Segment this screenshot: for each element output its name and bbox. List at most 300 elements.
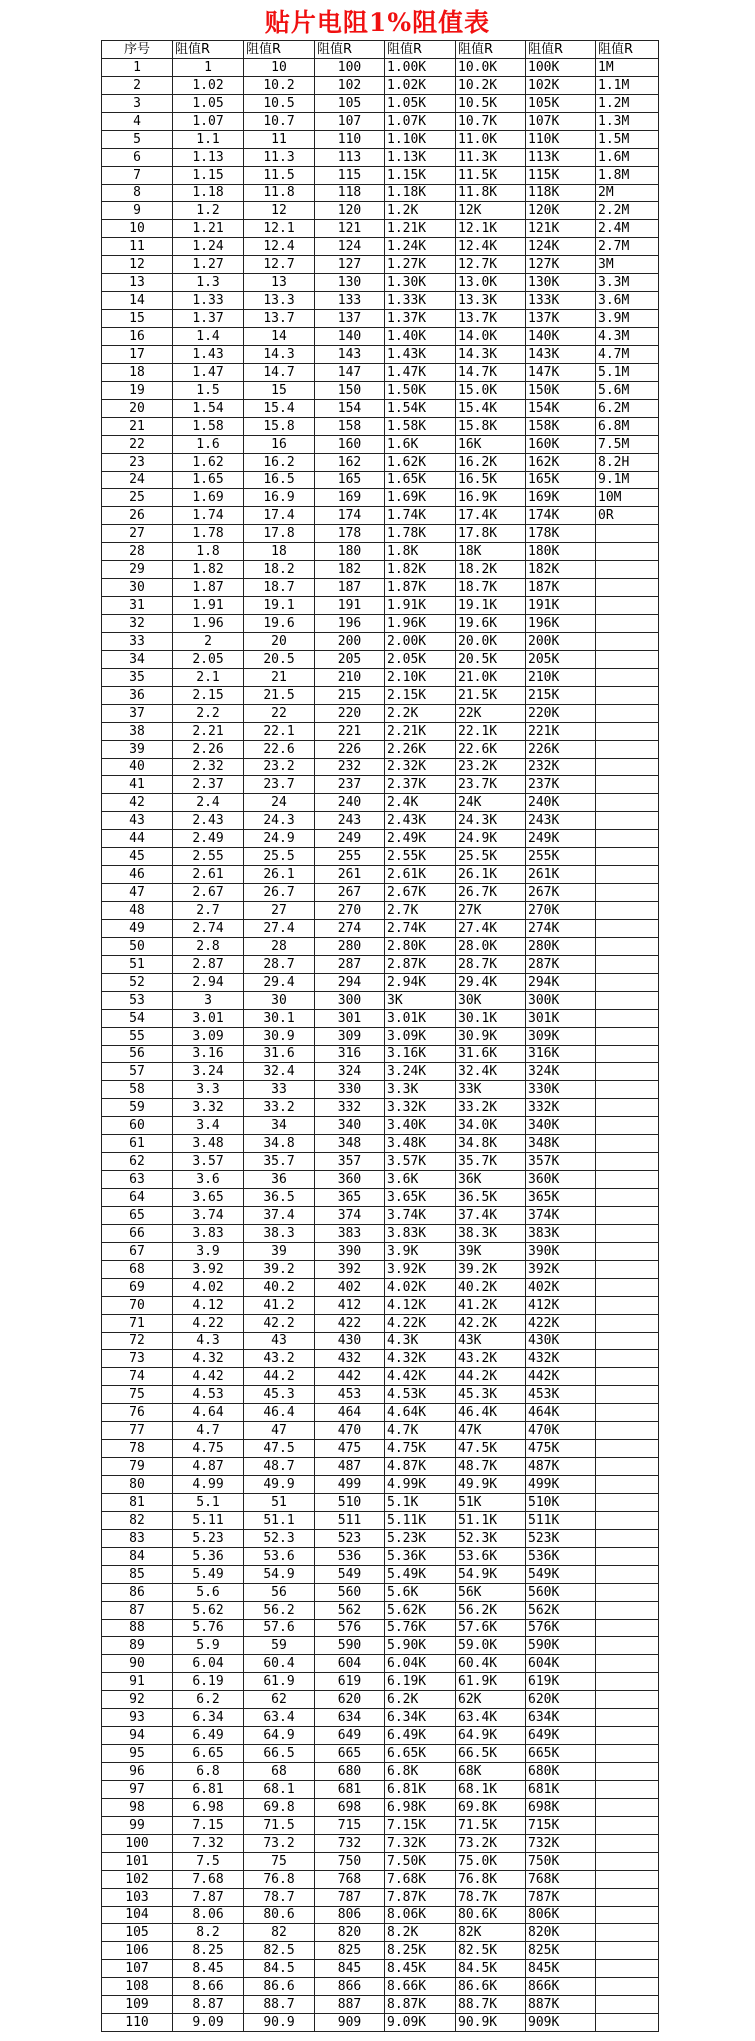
value-10kohm-cell: 16K (456, 435, 526, 453)
value-10ohm-cell: 18 (244, 543, 315, 561)
value-mohm-cell: 1.2M (596, 94, 659, 112)
value-10ohm-cell: 37.4 (244, 1206, 315, 1224)
value-ohm-cell: 7.87 (173, 1888, 244, 1906)
value-ohm-cell: 6.65 (173, 1745, 244, 1763)
value-mohm-cell (596, 1296, 659, 1314)
table-row (102, 1637, 659, 1655)
value-mohm-cell (596, 1978, 659, 1996)
value-mohm-cell (596, 1224, 659, 1242)
value-10ohm-cell: 40.2 (244, 1278, 315, 1296)
table-row (102, 668, 659, 686)
value-100ohm-cell: 220 (315, 704, 385, 722)
value-100kohm-cell: 187K (526, 579, 596, 597)
value-100kohm-cell: 820K (526, 1924, 596, 1942)
value-100ohm-cell: 147 (315, 363, 385, 381)
value-kohm-cell: 2.43K (385, 812, 456, 830)
value-100kohm-cell: 340K (526, 1117, 596, 1135)
value-kohm-cell: 1.40K (385, 328, 456, 346)
value-10kohm-cell: 16.2K (456, 453, 526, 471)
value-mohm-cell (596, 1045, 659, 1063)
table-row (102, 1422, 659, 1440)
value-100kohm-cell: 845K (526, 1960, 596, 1978)
table-row (102, 471, 659, 489)
value-100kohm-cell: 221K (526, 722, 596, 740)
value-mohm-cell: 3.6M (596, 292, 659, 310)
row-index-cell: 80 (102, 1476, 173, 1494)
table-row (102, 1691, 659, 1709)
row-index-cell: 61 (102, 1135, 173, 1153)
value-ohm-cell: 5.62 (173, 1601, 244, 1619)
table-row (102, 1673, 659, 1691)
value-10kohm-cell: 26.1K (456, 866, 526, 884)
value-10kohm-cell: 43K (456, 1332, 526, 1350)
value-mohm-cell (596, 1493, 659, 1511)
value-10ohm-cell: 36 (244, 1171, 315, 1189)
value-10kohm-cell: 44.2K (456, 1368, 526, 1386)
table-body (102, 58, 659, 2031)
value-10kohm-cell: 51.1K (456, 1511, 526, 1529)
value-kohm-cell: 1.02K (385, 76, 456, 94)
table-row (102, 328, 659, 346)
value-100ohm-cell: 120 (315, 202, 385, 220)
value-100kohm-cell: 300K (526, 991, 596, 1009)
value-ohm-cell: 5.9 (173, 1637, 244, 1655)
value-kohm-cell: 1.2K (385, 202, 456, 220)
value-10ohm-cell: 23.7 (244, 776, 315, 794)
value-100kohm-cell: 590K (526, 1637, 596, 1655)
table-row (102, 722, 659, 740)
value-10kohm-cell: 12.7K (456, 256, 526, 274)
value-10ohm-cell: 11.5 (244, 166, 315, 184)
value-10ohm-cell: 16.9 (244, 489, 315, 507)
table-row (102, 256, 659, 274)
value-100ohm-cell: 825 (315, 1942, 385, 1960)
value-10kohm-cell: 39K (456, 1242, 526, 1260)
value-kohm-cell: 1.30K (385, 274, 456, 292)
value-10kohm-cell: 73.2K (456, 1834, 526, 1852)
value-mohm-cell (596, 1942, 659, 1960)
value-100kohm-cell: 309K (526, 1027, 596, 1045)
row-index-cell: 102 (102, 1870, 173, 1888)
value-10kohm-cell: 39.2K (456, 1260, 526, 1278)
value-100kohm-cell: 127K (526, 256, 596, 274)
value-100ohm-cell: 330 (315, 1081, 385, 1099)
value-kohm-cell: 3.40K (385, 1117, 456, 1135)
value-ohm-cell: 4.7 (173, 1422, 244, 1440)
value-100ohm-cell: 576 (315, 1619, 385, 1637)
table-row (102, 1278, 659, 1296)
value-10kohm-cell: 21.0K (456, 668, 526, 686)
value-mohm-cell: 3M (596, 256, 659, 274)
value-100kohm-cell: 560K (526, 1583, 596, 1601)
value-100kohm-cell: 487K (526, 1458, 596, 1476)
value-mohm-cell (596, 1655, 659, 1673)
value-100ohm-cell: 523 (315, 1529, 385, 1547)
value-10ohm-cell: 30 (244, 991, 315, 1009)
value-100kohm-cell: 120K (526, 202, 596, 220)
value-ohm-cell: 2.26 (173, 740, 244, 758)
value-100kohm-cell: 562K (526, 1601, 596, 1619)
value-kohm-cell: 1.00K (385, 58, 456, 76)
value-100kohm-cell: 698K (526, 1798, 596, 1816)
value-ohm-cell: 3.92 (173, 1260, 244, 1278)
value-10kohm-cell: 28.7K (456, 955, 526, 973)
value-10ohm-cell: 47.5 (244, 1440, 315, 1458)
table-row (102, 812, 659, 830)
value-kohm-cell: 1.54K (385, 399, 456, 417)
value-kohm-cell: 4.42K (385, 1368, 456, 1386)
value-ohm-cell: 6.8 (173, 1763, 244, 1781)
row-index-cell: 60 (102, 1117, 173, 1135)
value-100kohm-cell: 121K (526, 220, 596, 238)
table-row (102, 1834, 659, 1852)
value-100ohm-cell: 340 (315, 1117, 385, 1135)
value-ohm-cell: 4.53 (173, 1386, 244, 1404)
value-kohm-cell: 6.19K (385, 1673, 456, 1691)
value-ohm-cell: 1.74 (173, 507, 244, 525)
value-kohm-cell: 2.87K (385, 955, 456, 973)
value-mohm-cell (596, 561, 659, 579)
value-kohm-cell: 1.24K (385, 238, 456, 256)
value-mohm-cell (596, 579, 659, 597)
value-10kohm-cell: 11.0K (456, 130, 526, 148)
table-row (102, 1099, 659, 1117)
value-mohm-cell (596, 1368, 659, 1386)
value-100ohm-cell: 360 (315, 1171, 385, 1189)
value-10ohm-cell: 27.4 (244, 919, 315, 937)
value-kohm-cell: 5.62K (385, 1601, 456, 1619)
table-row (102, 345, 659, 363)
value-100ohm-cell: 196 (315, 615, 385, 633)
value-ohm-cell: 3.57 (173, 1153, 244, 1171)
value-ohm-cell: 2.61 (173, 866, 244, 884)
value-100ohm-cell: 453 (315, 1386, 385, 1404)
value-100ohm-cell: 237 (315, 776, 385, 794)
value-ohm-cell: 1.91 (173, 597, 244, 615)
value-100ohm-cell: 187 (315, 579, 385, 597)
value-kohm-cell: 3.01K (385, 1009, 456, 1027)
value-kohm-cell: 2.49K (385, 830, 456, 848)
row-index-cell: 10 (102, 220, 173, 238)
value-100ohm-cell: 681 (315, 1780, 385, 1798)
value-ohm-cell: 1.07 (173, 112, 244, 130)
value-10ohm-cell: 11.8 (244, 184, 315, 202)
value-10kohm-cell: 42.2K (456, 1314, 526, 1332)
value-mohm-cell: 8.2H (596, 453, 659, 471)
value-100kohm-cell: 240K (526, 794, 596, 812)
value-ohm-cell: 1.3 (173, 274, 244, 292)
value-100ohm-cell: 549 (315, 1565, 385, 1583)
value-ohm-cell: 1.13 (173, 148, 244, 166)
value-100kohm-cell: 332K (526, 1099, 596, 1117)
value-100ohm-cell: 604 (315, 1655, 385, 1673)
row-index-cell: 48 (102, 902, 173, 920)
row-index-cell: 20 (102, 399, 173, 417)
value-100ohm-cell: 191 (315, 597, 385, 615)
table-row (102, 1888, 659, 1906)
value-kohm-cell: 8.25K (385, 1942, 456, 1960)
value-10ohm-cell: 38.3 (244, 1224, 315, 1242)
table-row (102, 543, 659, 561)
value-100kohm-cell: 383K (526, 1224, 596, 1242)
value-ohm-cell: 1.43 (173, 345, 244, 363)
row-index-cell: 33 (102, 632, 173, 650)
value-100kohm-cell: 750K (526, 1852, 596, 1870)
value-10ohm-cell: 82 (244, 1924, 315, 1942)
value-100ohm-cell: 110 (315, 130, 385, 148)
table-row (102, 597, 659, 615)
page-title: 贴片电阻1%阻值表 (264, 8, 491, 37)
value-100ohm-cell: 909 (315, 2014, 385, 2032)
value-10kohm-cell: 24.3K (456, 812, 526, 830)
value-ohm-cell: 6.04 (173, 1655, 244, 1673)
value-10kohm-cell: 15.8K (456, 417, 526, 435)
value-kohm-cell: 6.34K (385, 1709, 456, 1727)
value-100ohm-cell: 178 (315, 525, 385, 543)
value-ohm-cell: 2.94 (173, 973, 244, 991)
value-mohm-cell (596, 991, 659, 1009)
value-mohm-cell (596, 543, 659, 561)
row-index-cell: 54 (102, 1009, 173, 1027)
value-mohm-cell (596, 776, 659, 794)
value-kohm-cell: 2.7K (385, 902, 456, 920)
value-10ohm-cell: 76.8 (244, 1870, 315, 1888)
value-10ohm-cell: 49.9 (244, 1476, 315, 1494)
table-row (102, 1045, 659, 1063)
value-kohm-cell: 1.87K (385, 579, 456, 597)
value-100kohm-cell: 330K (526, 1081, 596, 1099)
table-row (102, 1511, 659, 1529)
value-mohm-cell (596, 2014, 659, 2032)
value-10ohm-cell: 66.5 (244, 1745, 315, 1763)
value-10kohm-cell: 17.4K (456, 507, 526, 525)
value-ohm-cell: 5.1 (173, 1493, 244, 1511)
table-row (102, 363, 659, 381)
value-10ohm-cell: 54.9 (244, 1565, 315, 1583)
value-mohm-cell (596, 1278, 659, 1296)
row-index-cell: 16 (102, 328, 173, 346)
value-ohm-cell: 1.2 (173, 202, 244, 220)
value-kohm-cell: 3K (385, 991, 456, 1009)
header-col-ohm: 阻值R (173, 41, 244, 59)
value-100ohm-cell: 158 (315, 417, 385, 435)
value-mohm-cell: 3.9M (596, 310, 659, 328)
value-ohm-cell: 1.6 (173, 435, 244, 453)
row-index-cell: 63 (102, 1171, 173, 1189)
value-ohm-cell: 1.18 (173, 184, 244, 202)
row-index-cell: 34 (102, 650, 173, 668)
value-10kohm-cell: 38.3K (456, 1224, 526, 1242)
value-10kohm-cell: 33.2K (456, 1099, 526, 1117)
value-mohm-cell (596, 1529, 659, 1547)
table-row (102, 1081, 659, 1099)
value-100kohm-cell: 200K (526, 632, 596, 650)
row-index-cell: 66 (102, 1224, 173, 1242)
value-mohm-cell (596, 1099, 659, 1117)
value-ohm-cell: 9.09 (173, 2014, 244, 2032)
value-10ohm-cell: 18.2 (244, 561, 315, 579)
value-10kohm-cell: 13.0K (456, 274, 526, 292)
value-100ohm-cell: 806 (315, 1906, 385, 1924)
table-row (102, 453, 659, 471)
value-100ohm-cell: 392 (315, 1260, 385, 1278)
value-10ohm-cell: 22.6 (244, 740, 315, 758)
value-100ohm-cell: 150 (315, 381, 385, 399)
value-ohm-cell: 6.98 (173, 1798, 244, 1816)
value-100kohm-cell: 154K (526, 399, 596, 417)
value-10ohm-cell: 48.7 (244, 1458, 315, 1476)
value-ohm-cell: 1.69 (173, 489, 244, 507)
value-ohm-cell: 8.25 (173, 1942, 244, 1960)
value-100ohm-cell: 787 (315, 1888, 385, 1906)
value-10kohm-cell: 22.6K (456, 740, 526, 758)
value-ohm-cell: 1.47 (173, 363, 244, 381)
value-100kohm-cell: 287K (526, 955, 596, 973)
value-mohm-cell: 2.7M (596, 238, 659, 256)
value-mohm-cell: 1.1M (596, 76, 659, 94)
value-kohm-cell: 4.75K (385, 1440, 456, 1458)
value-100ohm-cell: 649 (315, 1727, 385, 1745)
value-ohm-cell: 1.62 (173, 453, 244, 471)
value-100ohm-cell: 115 (315, 166, 385, 184)
table-row (102, 1978, 659, 1996)
value-100ohm-cell: 412 (315, 1296, 385, 1314)
value-ohm-cell: 2.49 (173, 830, 244, 848)
value-10kohm-cell: 60.4K (456, 1655, 526, 1673)
value-10kohm-cell: 12.4K (456, 238, 526, 256)
value-mohm-cell (596, 1009, 659, 1027)
value-10ohm-cell: 82.5 (244, 1942, 315, 1960)
value-100ohm-cell: 261 (315, 866, 385, 884)
value-ohm-cell: 1.5 (173, 381, 244, 399)
value-100kohm-cell: 510K (526, 1493, 596, 1511)
value-100ohm-cell: 820 (315, 1924, 385, 1942)
row-index-cell: 98 (102, 1798, 173, 1816)
value-mohm-cell: 1.6M (596, 148, 659, 166)
value-10ohm-cell: 15.4 (244, 399, 315, 417)
value-100ohm-cell: 470 (315, 1422, 385, 1440)
value-100kohm-cell: 261K (526, 866, 596, 884)
value-kohm-cell: 8.45K (385, 1960, 456, 1978)
value-10ohm-cell: 78.7 (244, 1888, 315, 1906)
value-mohm-cell: 1.5M (596, 130, 659, 148)
value-10kohm-cell: 45.3K (456, 1386, 526, 1404)
value-mohm-cell: 1M (596, 58, 659, 76)
value-10ohm-cell: 31.6 (244, 1045, 315, 1063)
value-mohm-cell: 2M (596, 184, 659, 202)
row-index-cell: 99 (102, 1816, 173, 1834)
value-100kohm-cell: 365K (526, 1189, 596, 1207)
table-row (102, 650, 659, 668)
value-100kohm-cell: 301K (526, 1009, 596, 1027)
value-mohm-cell (596, 1386, 659, 1404)
table-row (102, 1583, 659, 1601)
row-index-cell: 64 (102, 1189, 173, 1207)
value-mohm-cell (596, 1637, 659, 1655)
table-row (102, 1655, 659, 1673)
row-index-cell: 53 (102, 991, 173, 1009)
value-100ohm-cell: 432 (315, 1350, 385, 1368)
value-ohm-cell: 6.81 (173, 1780, 244, 1798)
value-ohm-cell: 3.74 (173, 1206, 244, 1224)
row-index-cell: 94 (102, 1727, 173, 1745)
value-kohm-cell: 2.10K (385, 668, 456, 686)
value-100ohm-cell: 316 (315, 1045, 385, 1063)
value-10kohm-cell: 18K (456, 543, 526, 561)
value-100kohm-cell: 143K (526, 345, 596, 363)
value-100kohm-cell: 147K (526, 363, 596, 381)
value-kohm-cell: 7.87K (385, 1888, 456, 1906)
value-ohm-cell: 5.76 (173, 1619, 244, 1637)
table-row (102, 632, 659, 650)
value-mohm-cell (596, 740, 659, 758)
value-mohm-cell (596, 794, 659, 812)
value-ohm-cell: 4.87 (173, 1458, 244, 1476)
value-mohm-cell (596, 1404, 659, 1422)
value-kohm-cell: 2.00K (385, 632, 456, 650)
value-100kohm-cell: 232K (526, 758, 596, 776)
table-row (102, 112, 659, 130)
value-10kohm-cell: 11.5K (456, 166, 526, 184)
table-row (102, 310, 659, 328)
value-kohm-cell: 3.09K (385, 1027, 456, 1045)
table-row (102, 220, 659, 238)
value-10kohm-cell: 27.4K (456, 919, 526, 937)
value-10kohm-cell: 36K (456, 1171, 526, 1189)
value-10ohm-cell: 56 (244, 1583, 315, 1601)
value-10kohm-cell: 14.0K (456, 328, 526, 346)
value-kohm-cell: 2.55K (385, 848, 456, 866)
value-10kohm-cell: 21.5K (456, 686, 526, 704)
header-row (102, 41, 659, 59)
row-index-cell: 73 (102, 1350, 173, 1368)
value-100ohm-cell: 620 (315, 1691, 385, 1709)
table-row (102, 1189, 659, 1207)
value-kohm-cell: 1.62K (385, 453, 456, 471)
value-ohm-cell: 1.37 (173, 310, 244, 328)
value-10ohm-cell: 24.3 (244, 812, 315, 830)
value-kohm-cell: 8.06K (385, 1906, 456, 1924)
value-mohm-cell: 2.4M (596, 220, 659, 238)
value-100ohm-cell: 887 (315, 1996, 385, 2014)
value-10kohm-cell: 29.4K (456, 973, 526, 991)
value-100ohm-cell: 137 (315, 310, 385, 328)
value-100kohm-cell: 102K (526, 76, 596, 94)
value-100kohm-cell: 866K (526, 1978, 596, 1996)
value-100kohm-cell: 464K (526, 1404, 596, 1422)
table-row (102, 58, 659, 76)
value-mohm-cell: 3.3M (596, 274, 659, 292)
row-index-cell: 58 (102, 1081, 173, 1099)
value-kohm-cell: 3.16K (385, 1045, 456, 1063)
table-row (102, 1260, 659, 1278)
table-row (102, 1296, 659, 1314)
value-10kohm-cell: 17.8K (456, 525, 526, 543)
row-index-cell: 22 (102, 435, 173, 453)
table-row (102, 848, 659, 866)
value-100kohm-cell: 243K (526, 812, 596, 830)
value-ohm-cell: 6.19 (173, 1673, 244, 1691)
value-mohm-cell (596, 973, 659, 991)
row-index-cell: 28 (102, 543, 173, 561)
table-row (102, 525, 659, 543)
value-kohm-cell: 3.6K (385, 1171, 456, 1189)
value-mohm-cell (596, 1206, 659, 1224)
value-100kohm-cell: 165K (526, 471, 596, 489)
row-index-cell: 84 (102, 1547, 173, 1565)
value-10kohm-cell: 88.7K (456, 1996, 526, 2014)
table-row (102, 1458, 659, 1476)
